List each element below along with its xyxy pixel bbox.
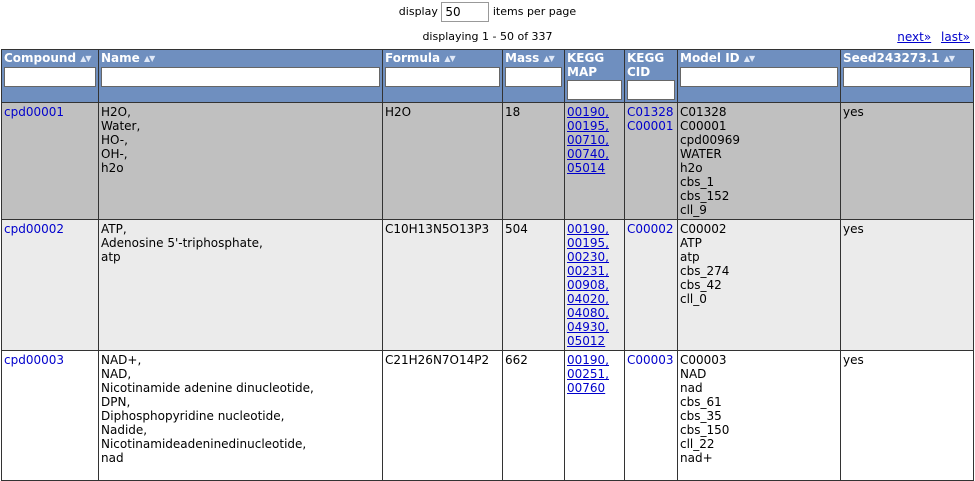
cell-model-id	[678, 351, 841, 481]
sort-arrows-icon[interactable]: ▲▼	[943, 54, 955, 63]
name-line: Nicotinamideadeninedinucleotide,	[101, 437, 307, 451]
name-line: Adenosine 5'-triphosphate,	[101, 236, 263, 250]
items-per-page-label: items per page	[492, 5, 577, 18]
cell-name	[99, 351, 383, 481]
cell-seed: yes	[841, 103, 974, 220]
name-line: OH-,	[101, 147, 128, 161]
kegg-map-link[interactable]: 00710,	[567, 133, 609, 147]
kegg-map-link[interactable]: 00190,	[567, 105, 609, 119]
column-header-kegg-cid[interactable]	[625, 50, 678, 103]
model-id-line: cbs_61	[680, 395, 722, 409]
column-label: Model ID	[680, 51, 740, 65]
name-line: h2o	[101, 161, 124, 175]
column-label: Mass	[505, 51, 540, 65]
column-label: KEGG MAP	[567, 51, 605, 79]
name-line: NAD,	[101, 367, 132, 381]
sort-arrows-icon[interactable]: ▲▼	[143, 54, 155, 63]
kegg-map-link[interactable]: 00740,	[567, 147, 609, 161]
model-id-line: cll_0	[680, 292, 707, 306]
column-header-kegg-map[interactable]	[565, 50, 625, 103]
model-id-line: cll_22	[680, 437, 715, 451]
filter-input-compound[interactable]	[4, 67, 96, 87]
model-id-line: NAD	[680, 367, 707, 381]
cell-kegg-map	[565, 351, 625, 481]
model-id-line: nad	[680, 381, 703, 395]
filter-input-mass[interactable]	[505, 67, 562, 87]
column-header-formula[interactable]	[383, 50, 503, 103]
display-label: display	[398, 5, 438, 18]
kegg-cid-link[interactable]: C00002	[627, 222, 674, 236]
name-line: HO-,	[101, 133, 128, 147]
items-per-page-control	[0, 0, 975, 26]
kegg-map-link[interactable]: 00231,	[567, 264, 609, 278]
model-id-line: ATP	[680, 236, 702, 250]
model-id-line: atp	[680, 250, 700, 264]
name-line: H2O,	[101, 105, 131, 119]
items-per-page-input[interactable]	[441, 2, 489, 22]
cell-name	[99, 103, 383, 220]
next-page-link[interactable]: next»	[897, 30, 932, 44]
last-page-link[interactable]: last»	[941, 30, 970, 44]
model-id-line: C00002	[680, 222, 727, 236]
kegg-map-link[interactable]: 04020,	[567, 292, 609, 306]
kegg-map-link[interactable]: 00195,	[567, 119, 609, 133]
model-id-line: C00001	[680, 119, 727, 133]
cell-mass: 662	[503, 351, 565, 481]
sort-arrows-icon[interactable]: ▲▼	[80, 54, 91, 63]
cell-kegg-map	[565, 103, 625, 220]
kegg-map-link[interactable]: 04080,	[567, 306, 609, 320]
column-label: Formula	[385, 51, 441, 65]
kegg-cid-link[interactable]: C01328	[627, 105, 674, 119]
model-id-line: cbs_274	[680, 264, 730, 278]
filter-input-seed[interactable]	[843, 67, 971, 87]
model-id-line: nad+	[680, 451, 713, 465]
cell-kegg-cid	[625, 220, 678, 351]
model-id-line: cbs_1	[680, 175, 715, 189]
column-header-mass[interactable]	[503, 50, 565, 103]
cell-kegg-cid	[625, 351, 678, 481]
compound-link[interactable]: cpd00003	[4, 353, 65, 367]
compound-link[interactable]: cpd00001	[4, 105, 65, 119]
model-id-line: h2o	[680, 161, 703, 175]
cell-compound	[2, 103, 99, 220]
cell-name	[99, 220, 383, 351]
model-id-line: cbs_42	[680, 278, 722, 292]
table-row	[2, 220, 974, 351]
kegg-map-link[interactable]: 00190,	[567, 353, 609, 367]
name-line: Nadide,	[101, 423, 148, 437]
kegg-map-link[interactable]: 00251,	[567, 367, 609, 381]
name-line: ATP,	[101, 222, 127, 236]
display-status: displaying 1 - 50 of 337	[422, 30, 553, 43]
filter-input-model-id[interactable]	[680, 67, 838, 87]
kegg-map-link[interactable]: 05012	[567, 334, 606, 348]
column-header-compound[interactable]	[2, 50, 99, 103]
column-header-model-id[interactable]	[678, 50, 841, 103]
model-id-line: WATER	[680, 147, 722, 161]
column-label: Name	[101, 51, 140, 65]
name-line: atp	[101, 250, 121, 264]
filter-input-formula[interactable]	[385, 67, 500, 87]
cell-mass: 18	[503, 103, 565, 220]
column-label: KEGG CID	[627, 51, 665, 79]
cell-seed: yes	[841, 220, 974, 351]
table-row	[2, 103, 974, 220]
kegg-cid-link[interactable]: C00001	[627, 119, 674, 133]
model-id-line: C01328	[680, 105, 727, 119]
model-id-line: cbs_150	[680, 423, 730, 437]
kegg-map-link[interactable]: 04930,	[567, 320, 609, 334]
name-line: DPN,	[101, 395, 131, 409]
name-line: nad	[101, 451, 124, 465]
filter-input-kegg-cid[interactable]	[627, 80, 675, 100]
kegg-map-link[interactable]: 05014	[567, 161, 606, 175]
cell-compound	[2, 220, 99, 351]
name-line: Water,	[101, 119, 141, 133]
sort-arrows-icon[interactable]: ▲▼	[444, 54, 455, 63]
cell-kegg-map	[565, 220, 625, 351]
filter-input-name[interactable]	[101, 67, 380, 87]
header-row	[2, 50, 974, 103]
cell-mass: 504	[503, 220, 565, 351]
name-line: Nicotinamide adenine dinucleotide,	[101, 381, 314, 395]
cell-model-id	[678, 103, 841, 220]
column-label: Seed243273.1	[843, 51, 940, 65]
column-header-seed[interactable]	[841, 50, 974, 103]
table-row	[2, 351, 974, 481]
column-header-name[interactable]	[99, 50, 383, 103]
kegg-map-link[interactable]: 00195,	[567, 236, 609, 250]
kegg-map-link[interactable]: 00230,	[567, 250, 609, 264]
sort-arrows-icon[interactable]: ▲▼	[743, 54, 755, 63]
compounds-table	[1, 49, 974, 481]
kegg-map-link[interactable]: 00760	[567, 381, 606, 395]
cell-seed: yes	[841, 351, 974, 481]
model-id-line: C00003	[680, 353, 727, 367]
cell-compound	[2, 351, 99, 481]
filter-input-kegg-map[interactable]	[567, 80, 622, 100]
column-label: Compound	[4, 51, 77, 65]
model-id-line: cll_9	[680, 203, 707, 217]
kegg-map-link[interactable]: 00908,	[567, 278, 609, 292]
cell-model-id	[678, 220, 841, 351]
pager	[891, 29, 970, 45]
cell-formula: C21H26N7O14P2	[383, 351, 503, 481]
model-id-line: cbs_35	[680, 409, 722, 423]
kegg-cid-link[interactable]: C00003	[627, 353, 674, 367]
cell-formula: C10H13N5O13P3	[383, 220, 503, 351]
cell-kegg-cid	[625, 103, 678, 220]
model-id-line: cbs_152	[680, 189, 730, 203]
kegg-map-link[interactable]: 00190,	[567, 222, 609, 236]
compound-link[interactable]: cpd00002	[4, 222, 65, 236]
name-line: NAD+,	[101, 353, 142, 367]
cell-formula: H2O	[383, 103, 503, 220]
sort-arrows-icon[interactable]: ▲▼	[543, 54, 554, 63]
model-id-line: cpd00969	[680, 133, 741, 147]
name-line: Diphosphopyridine nucleotide,	[101, 409, 285, 423]
